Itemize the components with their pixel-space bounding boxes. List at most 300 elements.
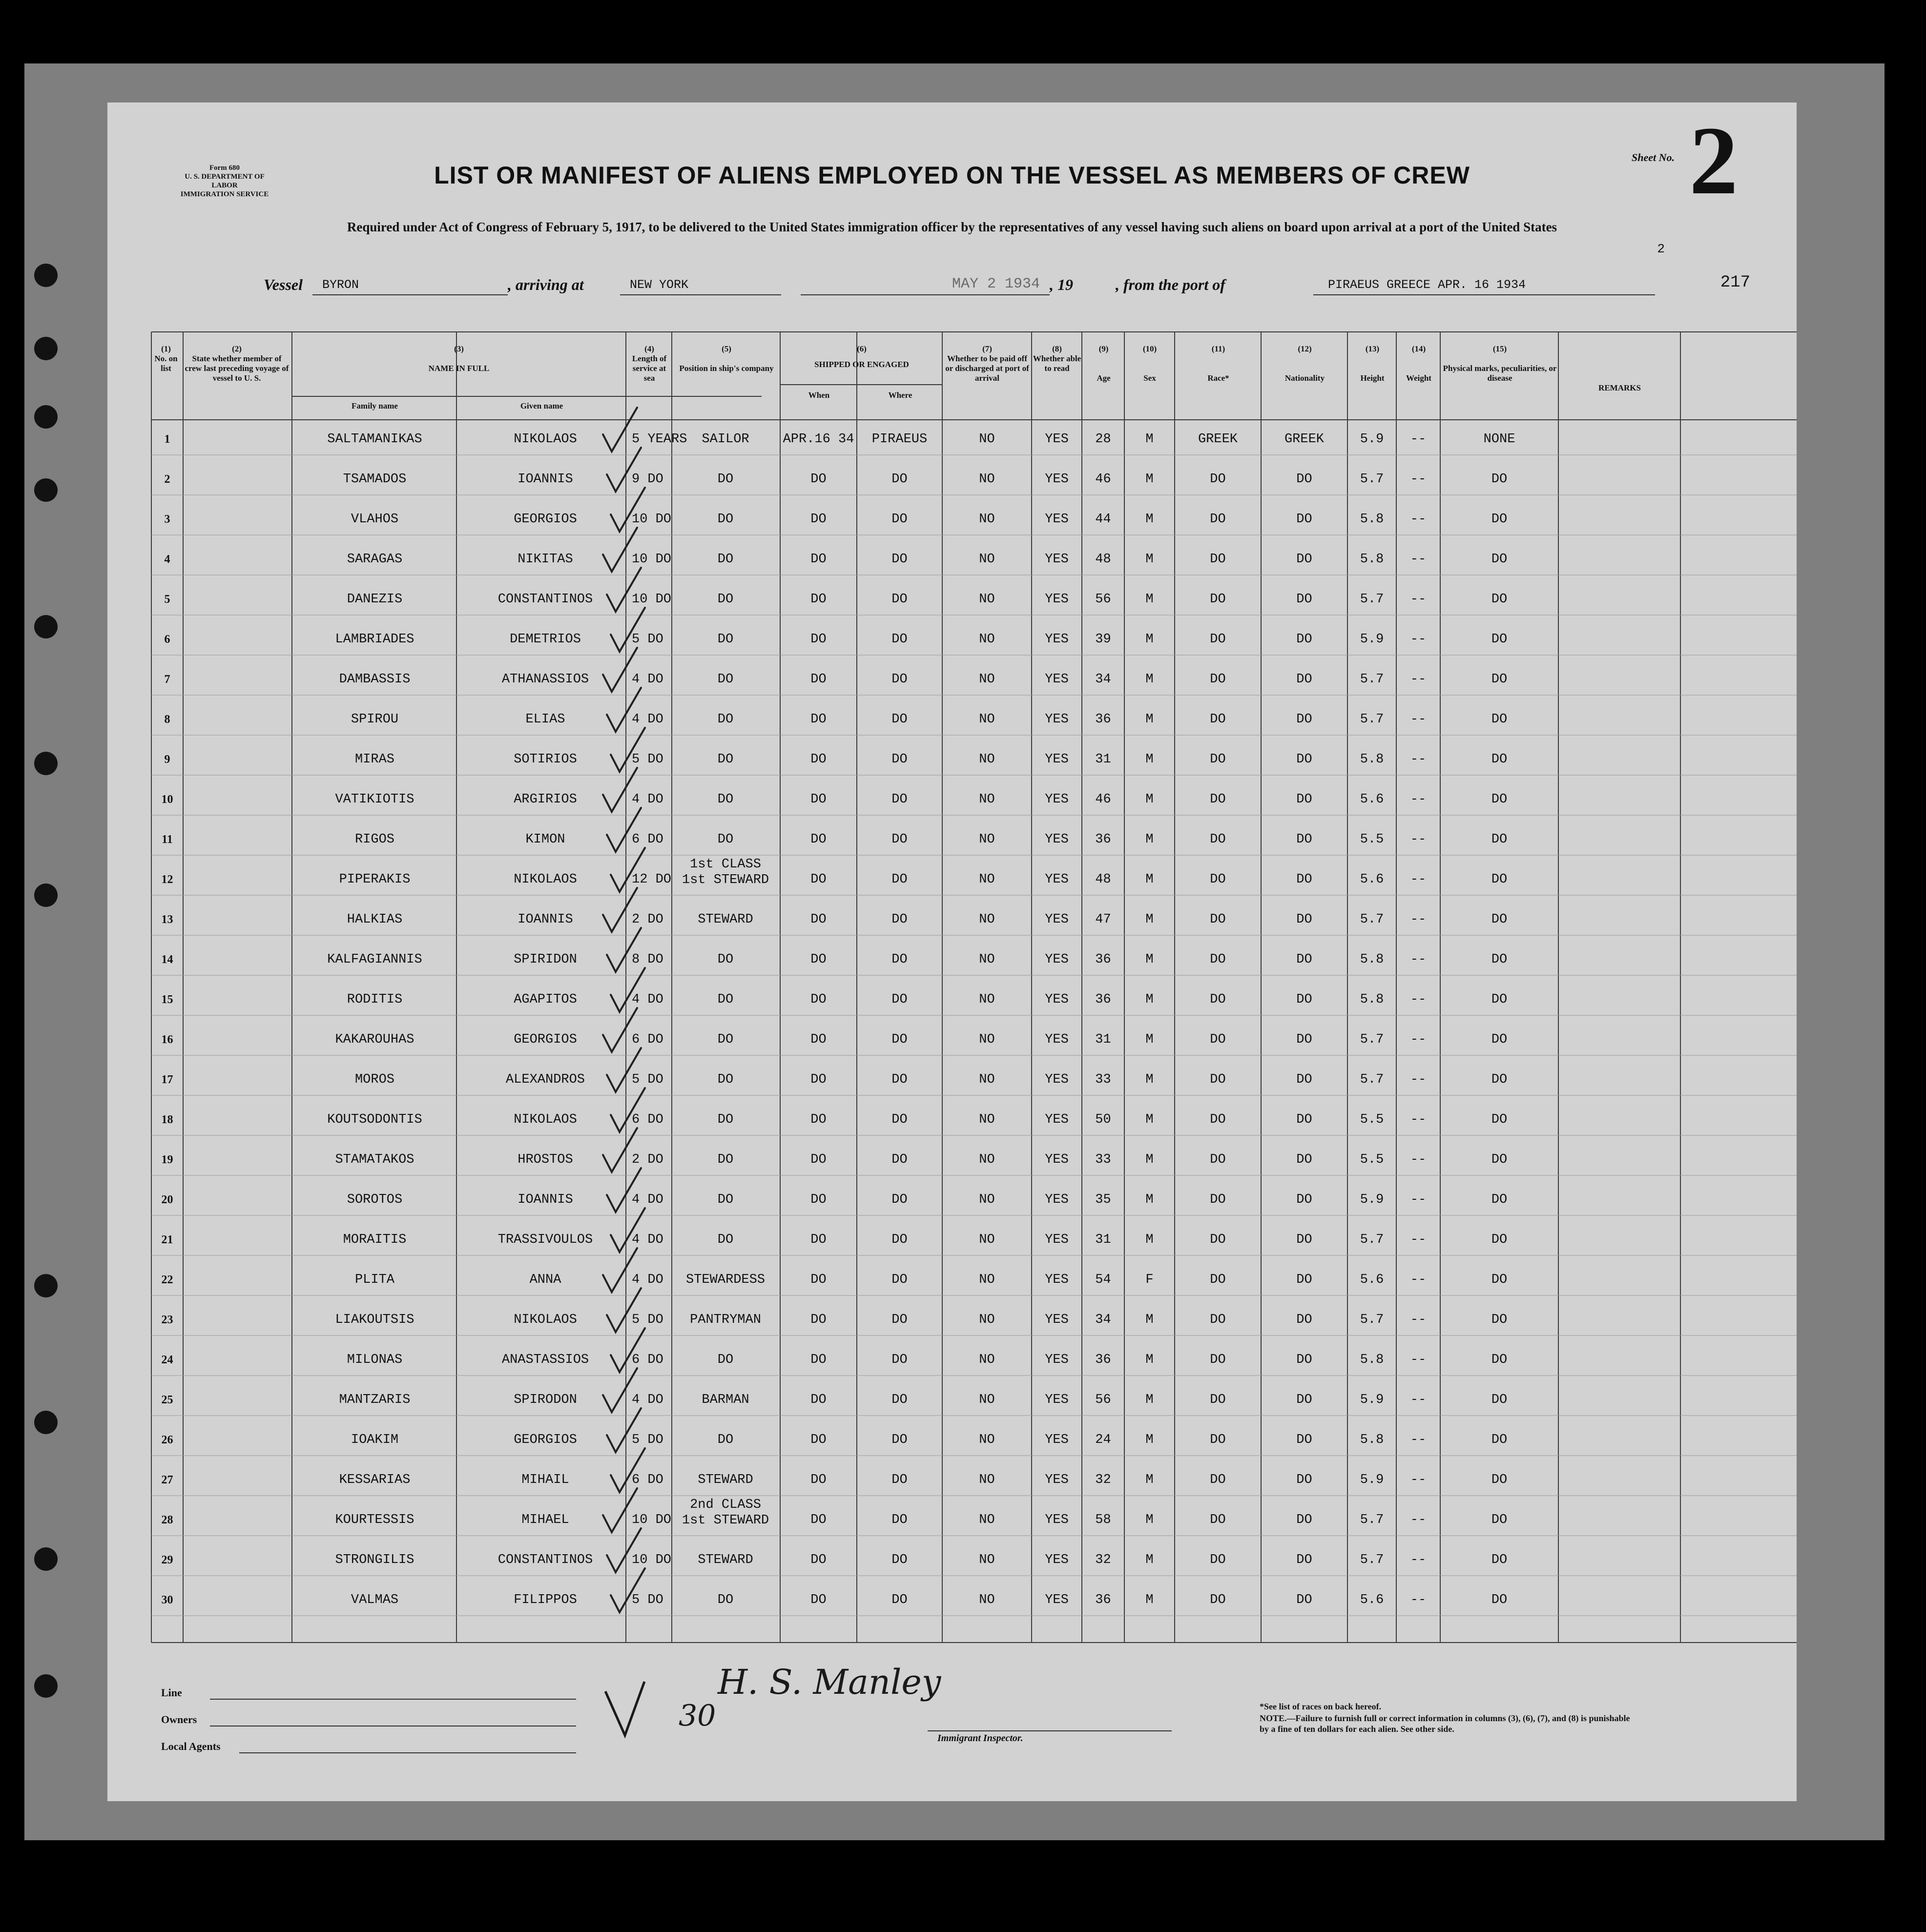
shipped-where: DO [891, 672, 908, 687]
position: DO [717, 1353, 734, 1367]
paid-off: NO [979, 1473, 995, 1487]
col9-number: (9) [1098, 344, 1109, 353]
height: 5.7 [1360, 472, 1384, 487]
paid-off: NO [979, 712, 995, 727]
family-name: VALMAS [351, 1593, 399, 1607]
weight: -- [1410, 752, 1427, 767]
given-name: CONSTANTINOS [497, 1553, 593, 1567]
nationality: DO [1296, 992, 1312, 1007]
length-of-service: 4 DO [632, 992, 663, 1007]
col1-label: No. on list [154, 354, 178, 373]
position: DO [717, 1433, 734, 1447]
row-number: 17 [161, 1073, 173, 1086]
row-number: 6 [164, 633, 170, 646]
physical-marks: DO [1491, 952, 1508, 967]
given-name: FILIPPOS [514, 1593, 577, 1607]
arriving-port: NEW YORK [630, 278, 689, 292]
shipped-when: DO [810, 752, 827, 767]
row-number: 19 [161, 1153, 173, 1166]
race: DO [1210, 1112, 1226, 1127]
nationality: DO [1296, 1313, 1312, 1327]
check-mark-icon [603, 1248, 637, 1292]
height: 5.9 [1360, 1473, 1384, 1487]
binder-hole [34, 264, 58, 287]
family-name: TSAMADOS [343, 472, 407, 487]
shipped-when: DO [810, 592, 827, 607]
age: 32 [1095, 1553, 1111, 1567]
family-name: MIRAS [354, 752, 394, 767]
paid-off: NO [979, 912, 995, 927]
weight: -- [1410, 512, 1427, 527]
height: 5.6 [1360, 1593, 1384, 1607]
weight: -- [1410, 792, 1427, 807]
paid-off: NO [979, 1152, 995, 1167]
family-name: LIAKOUTSIS [335, 1313, 414, 1327]
sheet-number-small: 2 [1657, 242, 1665, 256]
shipped-when: DO [810, 1112, 827, 1127]
position: DO [717, 1032, 734, 1047]
sex: M [1145, 792, 1154, 807]
sex: M [1145, 1313, 1154, 1327]
position: DO [717, 1112, 734, 1127]
length-of-service: 2 DO [632, 1152, 663, 1167]
year-label: , 19 [1050, 276, 1073, 293]
nationality: DO [1296, 1553, 1312, 1567]
sex: M [1145, 1152, 1154, 1167]
shipped-when: DO [810, 1393, 827, 1407]
given-name: GEORGIOS [514, 512, 577, 527]
sex: M [1145, 1513, 1154, 1527]
race: DO [1210, 992, 1226, 1007]
shipped-where: DO [891, 592, 908, 607]
length-of-service: 10 DO [632, 552, 672, 567]
shipped-when: APR.16 34 [783, 432, 854, 447]
race: DO [1210, 792, 1226, 807]
physical-marks: DO [1491, 872, 1508, 887]
sex: M [1145, 1433, 1154, 1447]
nationality: DO [1296, 1393, 1312, 1407]
shipped-when: DO [810, 1032, 827, 1047]
height: 5.7 [1360, 712, 1384, 727]
length-of-service: 6 DO [632, 1473, 663, 1487]
height: 5.8 [1360, 512, 1384, 527]
sheet-number: 2 [1689, 107, 1738, 215]
length-of-service: 8 DO [632, 952, 663, 967]
nationality: DO [1296, 872, 1312, 887]
age: 31 [1095, 1233, 1111, 1247]
length-of-service: 4 DO [632, 1393, 663, 1407]
paid-off: NO [979, 1513, 995, 1527]
height: 5.7 [1360, 1032, 1384, 1047]
paid-off: NO [979, 1192, 995, 1207]
age: 24 [1095, 1433, 1111, 1447]
sex: M [1145, 1192, 1154, 1207]
row-number: 21 [161, 1233, 173, 1246]
binder-hole [34, 884, 58, 907]
col4-label: Length of service at sea [632, 354, 667, 383]
shipped-where: DO [891, 832, 908, 847]
check-mark-icon [611, 1448, 645, 1492]
weight: -- [1410, 912, 1427, 927]
length-of-service: 10 DO [632, 1513, 672, 1527]
check-mark-icon [607, 928, 641, 972]
row-number: 11 [162, 833, 173, 846]
check-mark-icon [611, 1208, 645, 1252]
row-number: 24 [161, 1354, 173, 1366]
able-to-read: YES [1045, 1072, 1069, 1087]
family-name: SOROTOS [347, 1192, 403, 1207]
age: 36 [1095, 992, 1111, 1007]
weight: -- [1410, 1072, 1427, 1087]
length-of-service: 4 DO [632, 792, 663, 807]
nationality: DO [1296, 1513, 1312, 1527]
nationality: DO [1296, 1112, 1312, 1127]
col4-number: (4) [644, 344, 654, 353]
weight: -- [1410, 1152, 1427, 1167]
nationality: DO [1296, 472, 1312, 487]
physical-marks: DO [1491, 1152, 1508, 1167]
able-to-read: YES [1045, 632, 1069, 647]
physical-marks: DO [1491, 632, 1508, 647]
physical-marks: DO [1491, 912, 1508, 927]
position: STEWARD [698, 1473, 753, 1487]
race: DO [1210, 1473, 1226, 1487]
height: 5.7 [1360, 1313, 1384, 1327]
col15-label: Physical marks, peculiarities, or disease [1443, 364, 1557, 383]
binder-hole [34, 752, 58, 775]
physical-marks: DO [1491, 552, 1508, 567]
check-mark-icon [611, 488, 645, 532]
paid-off: NO [979, 832, 995, 847]
page-title: LIST OR MANIFEST OF ALIENS EMPLOYED ON THE VESSEL AS MEMBERS OF CREW [434, 162, 1470, 189]
age: 35 [1095, 1192, 1111, 1207]
check-mark-icon [611, 608, 645, 652]
family-name: MORAITIS [343, 1233, 407, 1247]
col14-number: (14) [1411, 344, 1426, 353]
race: DO [1210, 1313, 1226, 1327]
height: 5.9 [1360, 1192, 1384, 1207]
paid-off: NO [979, 1313, 995, 1327]
col2-label: State whether member of crew last preceding voyage of vessel to U. S. [185, 354, 289, 383]
race: DO [1210, 952, 1226, 967]
sex: M [1145, 912, 1154, 927]
race: DO [1210, 832, 1226, 847]
weight: -- [1410, 1433, 1427, 1447]
row-number: 25 [161, 1394, 173, 1406]
check-mark-icon [607, 1408, 641, 1452]
height: 5.9 [1360, 1393, 1384, 1407]
given-name: GEORGIOS [514, 1433, 577, 1447]
age: 39 [1095, 632, 1111, 647]
length-of-service: 4 DO [632, 1192, 663, 1207]
height: 5.7 [1360, 1233, 1384, 1247]
shipped-when: DO [810, 912, 827, 927]
shipped-where: DO [891, 872, 908, 887]
shipped-where: DO [891, 1072, 908, 1087]
physical-marks: DO [1491, 592, 1508, 607]
able-to-read: YES [1045, 592, 1069, 607]
able-to-read: YES [1045, 1353, 1069, 1367]
shipped-when: DO [810, 792, 827, 807]
col6-when-header: When [808, 391, 830, 400]
shipped-when: DO [810, 552, 827, 567]
sex: M [1145, 1112, 1154, 1127]
paid-off: NO [979, 1553, 995, 1567]
check-mark-icon [611, 1088, 645, 1132]
given-name: IOANNIS [518, 1192, 573, 1207]
able-to-read: YES [1045, 712, 1069, 727]
given-name: NIKOLAOS [514, 872, 577, 887]
family-name: RIGOS [354, 832, 394, 847]
binder-hole [34, 1674, 58, 1698]
nationality: DO [1296, 952, 1312, 967]
sex: M [1145, 952, 1154, 967]
family-name: KOUTSODONTIS [327, 1112, 422, 1127]
given-name: NIKOLAOS [514, 1112, 577, 1127]
given-name: ATHANASSIOS [501, 672, 589, 687]
sex: M [1145, 1393, 1154, 1407]
given-name: ARGIRIOS [514, 792, 577, 807]
paid-off: NO [979, 952, 995, 967]
physical-marks: DO [1491, 1433, 1508, 1447]
shipped-where: PIRAEUS [871, 432, 928, 447]
form-department: U. S. DEPARTMENT OF LABOR [185, 173, 265, 189]
shipped-where: DO [891, 1032, 908, 1047]
race: DO [1210, 1032, 1226, 1047]
able-to-read: YES [1045, 912, 1069, 927]
age: 31 [1095, 1032, 1111, 1047]
paid-off: NO [979, 432, 995, 447]
weight: -- [1410, 1112, 1427, 1127]
family-name: MOROS [354, 1072, 394, 1087]
family-name: STAMATAKOS [335, 1152, 414, 1167]
sex: M [1145, 832, 1154, 847]
length-of-service: 5 YEARS [632, 432, 687, 447]
shipped-where: DO [891, 632, 908, 647]
sex: M [1145, 992, 1154, 1007]
weight: -- [1410, 1032, 1427, 1047]
col16-header: REMARKS [1598, 383, 1641, 392]
given-name: GEORGIOS [514, 1032, 577, 1047]
shipped-when: DO [810, 1273, 827, 1287]
paid-off: NO [979, 1072, 995, 1087]
position: DO [717, 512, 734, 527]
row-number: 28 [161, 1514, 173, 1526]
height: 5.7 [1360, 1513, 1384, 1527]
length-of-service: 2 DO [632, 912, 663, 927]
paid-off: NO [979, 672, 995, 687]
length-of-service: 9 DO [632, 472, 663, 487]
vessel-name: BYRON [322, 278, 359, 292]
row-number: 8 [164, 713, 170, 726]
able-to-read: YES [1045, 1273, 1069, 1287]
able-to-read: YES [1045, 1233, 1069, 1247]
position: STEWARDESS [685, 1273, 766, 1287]
given-name: CONSTANTINOS [497, 592, 593, 607]
row-number: 30 [161, 1594, 173, 1606]
nationality: GREEK [1284, 432, 1324, 447]
sex: M [1145, 432, 1154, 447]
shipped-when: DO [810, 712, 827, 727]
given-name: IOANNIS [518, 912, 573, 927]
binder-hole [34, 1411, 58, 1434]
col3-given-header: Given name [520, 401, 563, 411]
nationality: DO [1296, 792, 1312, 807]
paid-off: NO [979, 1032, 995, 1047]
position: STEWARD [698, 912, 753, 927]
check-mark-icon [611, 1568, 645, 1612]
able-to-read: YES [1045, 752, 1069, 767]
row-number: 5 [164, 593, 170, 606]
race: DO [1210, 592, 1226, 607]
weight: -- [1410, 1593, 1427, 1607]
check-mark-icon [611, 1328, 645, 1372]
race: DO [1210, 1513, 1226, 1527]
height: 5.6 [1360, 1273, 1384, 1287]
page-number: 217 [1720, 273, 1750, 292]
row-number: 27 [161, 1474, 173, 1486]
able-to-read: YES [1045, 1313, 1069, 1327]
length-of-service: 4 DO [632, 1233, 663, 1247]
shipped-where: DO [891, 712, 908, 727]
binder-hole [34, 1274, 58, 1297]
race: DO [1210, 872, 1226, 887]
shipped-where: DO [891, 1513, 908, 1527]
height: 5.7 [1360, 1553, 1384, 1567]
family-name: RODITIS [347, 992, 403, 1007]
row-number: 10 [161, 793, 173, 806]
form-service: IMMIGRATION SERVICE [180, 190, 269, 198]
shipped-where: DO [891, 1152, 908, 1167]
age: 36 [1095, 1593, 1111, 1607]
physical-marks: DO [1491, 1233, 1508, 1247]
nationality: DO [1296, 512, 1312, 527]
age: 54 [1095, 1273, 1111, 1287]
nationality: DO [1296, 1152, 1312, 1167]
position: DO [717, 552, 734, 567]
col3-family-header: Family name [352, 401, 398, 411]
sex: M [1145, 592, 1154, 607]
physical-marks: DO [1491, 1072, 1508, 1087]
check-mark-icon [603, 1128, 637, 1172]
check-mark-icon [603, 648, 637, 692]
length-of-service: 10 DO [632, 592, 672, 607]
shipped-when: DO [810, 1192, 827, 1207]
age: 33 [1095, 1152, 1111, 1167]
weight: -- [1410, 1273, 1427, 1287]
physical-marks: DO [1491, 992, 1508, 1007]
nationality: DO [1296, 1233, 1312, 1247]
weight: -- [1410, 472, 1427, 487]
page-subtitle: Required under Act of Congress of February 5, 1917, to be delivered to the United States immigration officer by the representatives of any vessel having such aliens on board upon arrival at a port of the United States [347, 220, 1557, 234]
col10-label: Sex [1143, 373, 1156, 383]
position: STEWARD [698, 1553, 753, 1567]
form-number: Form 680 [209, 164, 240, 172]
check-mark-icon [607, 448, 641, 492]
given-name: ELIAS [525, 712, 565, 727]
able-to-read: YES [1045, 472, 1069, 487]
physical-marks: NONE [1483, 432, 1515, 447]
row-number: 22 [161, 1274, 173, 1286]
sex: M [1145, 472, 1154, 487]
col5-label: Position in ship's company [679, 364, 774, 373]
physical-marks: DO [1491, 1032, 1508, 1047]
race: DO [1210, 1553, 1226, 1567]
family-name: KAKAROUHAS [335, 1032, 414, 1047]
age: 34 [1095, 1313, 1111, 1327]
shipped-where: DO [891, 1353, 908, 1367]
col13-label: Height [1360, 373, 1385, 383]
paid-off: NO [979, 512, 995, 527]
row-number: 15 [161, 993, 173, 1006]
length-of-service: 5 DO [632, 1072, 663, 1087]
height: 5.7 [1360, 592, 1384, 607]
given-name: SPIRIDON [514, 952, 577, 967]
weight: -- [1410, 1513, 1427, 1527]
shipped-where: DO [891, 1553, 908, 1567]
age: 28 [1095, 432, 1111, 447]
race: DO [1210, 1192, 1226, 1207]
length-of-service: 10 DO [632, 1553, 672, 1567]
able-to-read: YES [1045, 1553, 1069, 1567]
signature-underline [928, 1730, 1172, 1731]
age: 36 [1095, 712, 1111, 727]
shipped-where: DO [891, 1313, 908, 1327]
family-name: MANTZARIS [339, 1393, 411, 1407]
binder-hole [34, 478, 58, 502]
shipped-when: DO [810, 1553, 827, 1567]
shipped-when: DO [810, 632, 827, 647]
shipped-when: DO [810, 1072, 827, 1087]
paid-off: NO [979, 792, 995, 807]
able-to-read: YES [1045, 952, 1069, 967]
given-name: MIHAIL [521, 1473, 569, 1487]
check-mark-icon [611, 968, 645, 1012]
able-to-read: YES [1045, 792, 1069, 807]
arrival-date-stamp: MAY 2 1934 [952, 276, 1040, 292]
position: BARMAN [702, 1393, 749, 1407]
shipped-where: DO [891, 1433, 908, 1447]
family-name: VLAHOS [351, 512, 399, 527]
check-mark-icon [603, 528, 637, 572]
length-of-service: 4 DO [632, 672, 663, 687]
shipped-when: DO [810, 1233, 827, 1247]
nationality: DO [1296, 912, 1312, 927]
physical-marks: DO [1491, 672, 1508, 687]
race: DO [1210, 1233, 1226, 1247]
shipped-when: DO [810, 672, 827, 687]
handwritten-count: 30 [679, 1699, 716, 1733]
physical-marks: DO [1491, 472, 1508, 487]
age: 56 [1095, 592, 1111, 607]
col9-label: Age [1097, 373, 1111, 383]
height: 5.9 [1360, 432, 1384, 447]
nationality: DO [1296, 1593, 1312, 1607]
family-name: MILONAS [347, 1353, 403, 1367]
height: 5.8 [1360, 1433, 1384, 1447]
age: 31 [1095, 752, 1111, 767]
shipped-when: DO [810, 472, 827, 487]
footer-agents-underline [239, 1752, 576, 1753]
weight: -- [1410, 1313, 1427, 1327]
check-marks [107, 103, 1797, 1650]
nationality: DO [1296, 1433, 1312, 1447]
height: 5.8 [1360, 552, 1384, 567]
col6-number: (6) [857, 344, 867, 353]
row-number: 9 [164, 753, 170, 766]
length-of-service: 5 DO [632, 1433, 663, 1447]
physical-marks: DO [1491, 1513, 1508, 1527]
